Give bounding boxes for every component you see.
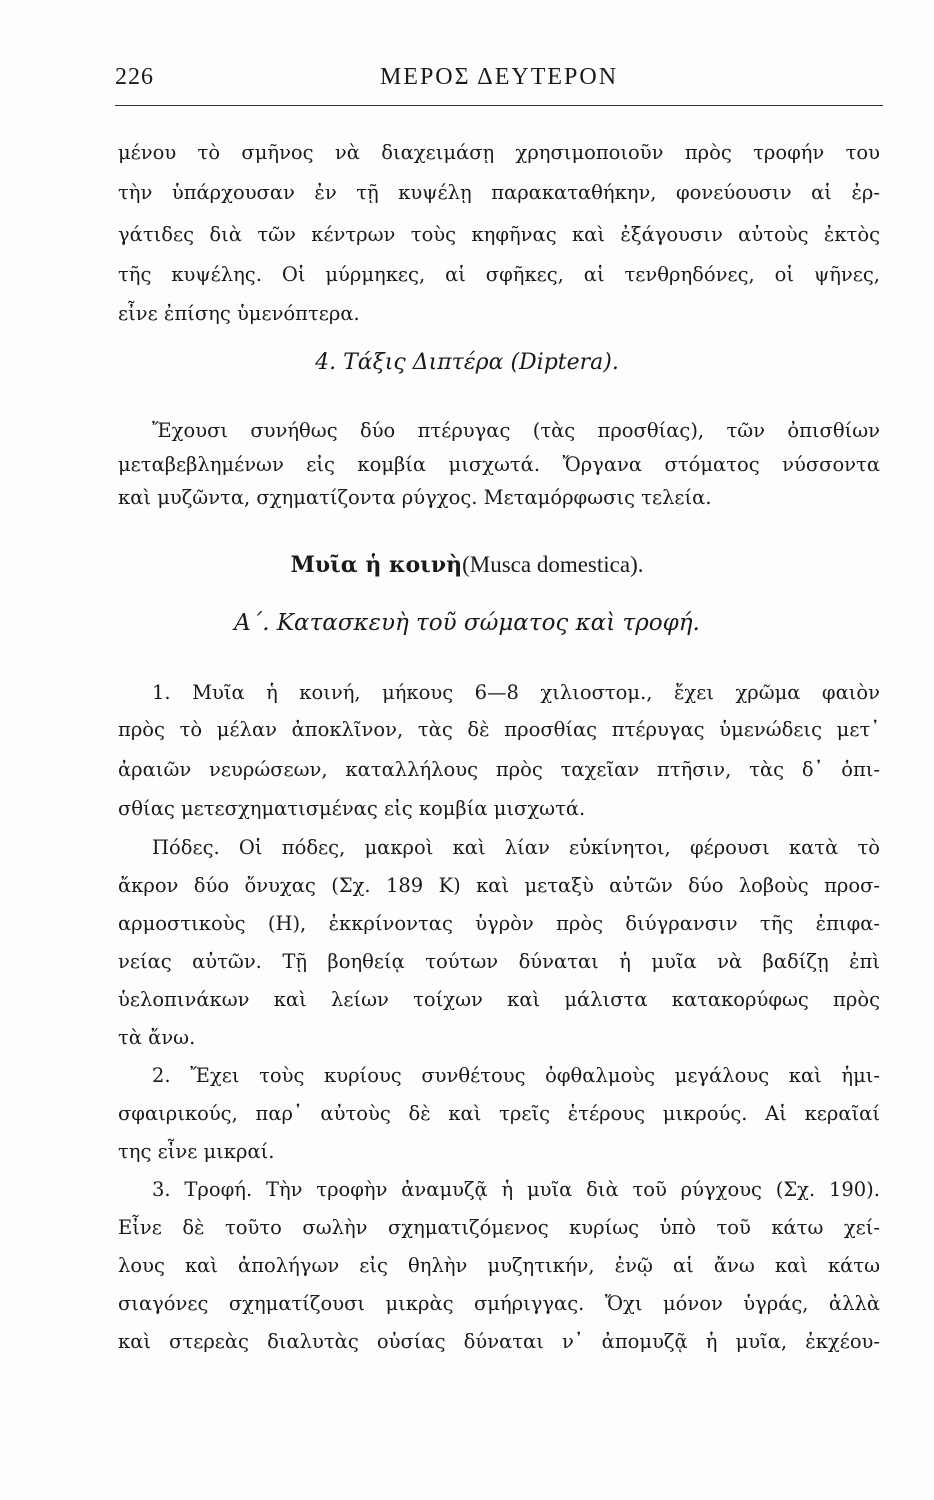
text-line: καὶ στερεὰς διαλυτὰς οὐσίας δύναται ν᾽ ἀπομυζᾷ ἡ μυῖα, ἐκχέου- — [118, 1330, 880, 1353]
species-name-greek: Μυῖα ἡ κοινὴ — [290, 552, 463, 578]
text-line: μεταβεβλημένων εἰς κομβία μισχωτά. Ὄργανα στόματος νύσσοντα — [118, 453, 880, 476]
text-line: Ἔχουσι συνήθως δύο πτέρυγας (τὰς προσθίας), τῶν ὀπισθίων — [152, 419, 880, 442]
text-line: γάτιδες διὰ τῶν κέντρων τοὺς κηφῆνας καὶ ἐξάγουσιν αὐτοὺς ἐκτὸς — [118, 223, 880, 246]
species-name-latin: (Musca domestica). — [462, 552, 644, 577]
text-line: αρμοστικοὺς (Η), ἐκκρίνοντας ὑγρὸν πρὸς διύγρανσιν τῆς ἐπιφα- — [118, 912, 880, 935]
text-line: 3. Τροφή. Τὴν τροφὴν ἀναμυζᾷ ἡ μυῖα διὰ τοῦ ρύγχους (Σχ. 190). — [152, 1178, 880, 1201]
text-line: σθίας μετεσχηματισμένας εἰς κομβία μισχωτά. — [118, 797, 586, 820]
text-line: ὑελοπινάκων καὶ λείων τοίχων καὶ μάλιστα κατακορύφως πρὸς — [118, 988, 880, 1011]
text-line: λους καὶ ἀπολήγων εἰς θηλὴν μυζητικήν, ἐνῷ αἱ ἄνω καὶ κάτω — [118, 1254, 880, 1277]
text-line: τὴν ὑπάρχουσαν ἐν τῇ κυψέλῃ παρακαταθήκην, φονεύουσιν αἱ ἐρ- — [118, 181, 880, 204]
header-rule — [115, 105, 883, 106]
text-line: πρὸς τὸ μέλαν ἀποκλῖνον, τὰς δὲ προσθίας πτέρυγας ὑμενώδεις μετ᾽ — [118, 718, 880, 741]
text-line: της εἶνε μικραί. — [118, 1140, 275, 1163]
species-heading — [0, 552, 934, 578]
section-heading: Α΄. Κατασκευὴ τοῦ σώματος καὶ τροφή. — [234, 610, 700, 636]
text-line: εἶνε ἐπίσης ὑμενόπτερα. — [118, 302, 360, 325]
text-line: Πόδες. Οἱ πόδες, μακροὶ καὶ λίαν εὐκίνητοι, φέρουσι κατὰ τὸ — [152, 836, 880, 859]
text-line: νείας αὐτῶν. Τῇ βοηθείᾳ τούτων δύναται ἡ μυῖα νὰ βαδίζῃ ἐπὶ — [118, 950, 880, 973]
running-head: ΜΕΡΟΣ ΔΕΥΤΕΡΟΝ — [379, 64, 619, 90]
page-header — [115, 64, 883, 100]
text-line: Εἶνε δὲ τοῦτο σωλὴν σχηματιζόμενος κυρίως ὑπὸ τοῦ κάτω χεί- — [118, 1216, 880, 1239]
text-line: μένου τὸ σμῆνος νὰ διαχειμάσῃ χρησιμοποιοῦν πρὸς τροφήν του — [118, 141, 880, 164]
text-line: σιαγόνες σχηματίζουσι μικρὰς σμήριγγας. Ὄχι μόνον ὑγράς, ἀλλὰ — [118, 1292, 880, 1315]
text-line: τὰ ἄνω. — [118, 1026, 196, 1049]
text-line: σφαιρικούς, παρ᾽ αὐτοὺς δὲ καὶ τρεῖς ἑτέρους μικρούς. Αἱ κεραῖαί — [118, 1102, 880, 1125]
order-heading: 4. Τάξις Διπτέρα (Diptera). — [315, 350, 619, 375]
text-line: ἀραιῶν νευρώσεων, καταλλήλους πρὸς ταχεῖαν πτῆσιν, τὰς δ᾽ ὀπι- — [118, 758, 880, 781]
page-number: 226 — [115, 64, 154, 90]
text-line: 2. Ἔχει τοὺς κυρίους συνθέτους ὀφθαλμοὺς μεγάλους καὶ ἡμι- — [152, 1064, 880, 1087]
text-line: τῆς κυψέλης. Οἱ μύρμηκες, αἱ σφῆκες, αἱ τενθρηδόνες, οἱ ψῆνες, — [118, 263, 880, 286]
text-line: 1. Μυῖα ἡ κοινή, μήκους 6—8 χιλιοστομ., ἔχει χρῶμα φαιὸν — [152, 681, 880, 704]
text-line: ἄκρον δύο ὄνυχας (Σχ. 189 Κ) καὶ μεταξὺ αὐτῶν δύο λοβοὺς προσ- — [118, 874, 880, 897]
text-line: καὶ μυζῶντα, σχηματίζοντα ρύγχος. Μεταμόρφωσις τελεία. — [118, 486, 712, 509]
